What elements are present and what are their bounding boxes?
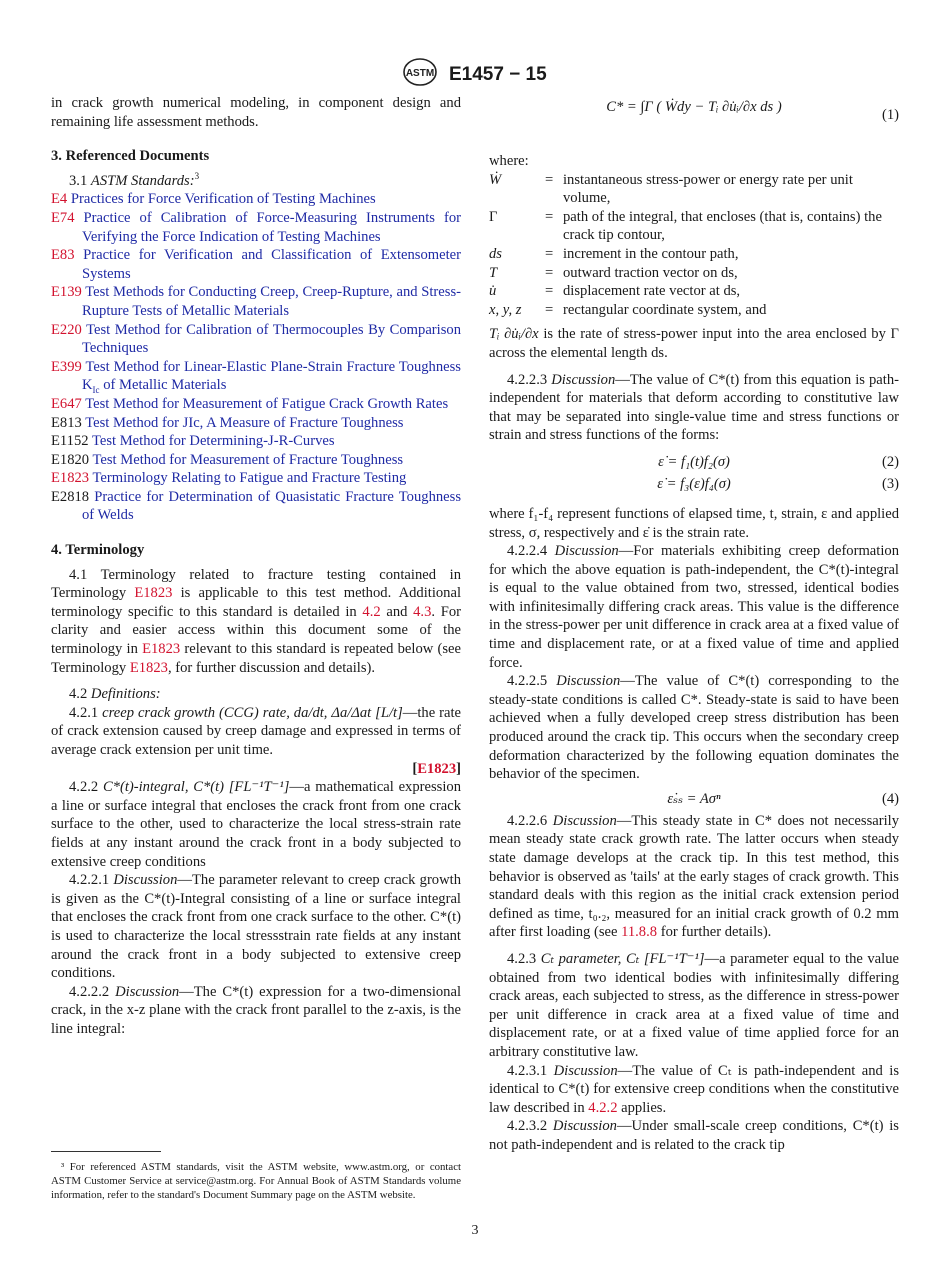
ref-e2818[interactable]: E2818 Practice for Determination of Quasistatic Fracture Toughness of Welds: [51, 488, 461, 524]
link-4-2[interactable]: 4.2: [362, 603, 381, 620]
reference-list: [51, 190, 461, 525]
para-4-2-2-5: 4.2.2.5 Discussion—The value of C*(t) corresponding to the steady-state conditions is called C*. Steady-state is said to have been achieved when a fully developed creep stress distribution has been produced around the crack tip. This occurs when the secondary creep deformation characterized by the following equation dominates the behavior of the specimen.: [489, 673, 899, 783]
ref-e813[interactable]: E813 Test Method for JIc, A Measure of Fracture Toughness: [51, 414, 404, 431]
variable-list: Ẇ = instantaneous stress-power or energy rate per unit volume, Γ = path of the integral, that encloses (that is, contains) the crack tip contour, ds = increment in the contour path, T = outward traction vector on ds, u̇ = displacement rate vector at ds, x, y, z = rectangular coordinate system, and: [489, 171, 882, 318]
link-11-8-8[interactable]: 11.8.8: [621, 924, 658, 941]
ref-e1823[interactable]: E1823 Terminology Relating to Fatigue and Fracture Testing: [51, 470, 407, 487]
equation-3: ε̇ = f₃(ε)f₄(σ) (3): [657, 475, 899, 492]
ref-e1820[interactable]: E1820 Test Method for Measurement of Fracture Toughness: [51, 451, 404, 468]
footnote-divider: [51, 1151, 161, 1152]
section-3-heading: 3. Referenced Documents: [51, 148, 210, 165]
ref-e399[interactable]: E399 Test Method for Linear-Elastic Plane-Strain Fracture Toughness $K_{Ic}$ of Metallic Materials: [51, 358, 461, 396]
right-column: [489, 94, 899, 1155]
where-functions: where f₁-f₄ represent functions of elapsed time, t, strain, ε and applied stress, σ, respectively and ε̇ is the strain rate.: [489, 505, 899, 541]
para-4-2-2-6: 4.2.2.6 Discussion—This steady state in C* does not necessarily mean steady state crack growth rate. The latter occurs when steady state damage develops at the crack tip. In this test method, this behavior is observed as 'tails' at the early stages of crack growth. This standard deals with this region as the initial crack extension period defined as time, t₀.₂, measured for an initial crack growth of 0.2 mm after first loading (see 11.8.8 for further details).: [489, 812, 899, 941]
para-4-2-1-ref[interactable]: [E1823]: [412, 760, 461, 777]
para-4-2-1: 4.2.1 creep crack growth (CCG) rate, da/dt, Δa/Δat [L/t]—the rate of crack extension caused by creep damage and expressed in terms of average crack extension per unit time.: [51, 704, 461, 758]
where-label: where:: [489, 153, 529, 169]
para-4-1: 4.1 Terminology related to fracture testing contained in Terminology E1823 is applicable to this test method. Additional terminology specific to this standard is detailed in 4.2 and 4.3. For clarity and easier access within this document some of the terminology in E1823 relevant to this standard is repeated below (see Terminology E1823, for further discussion and details).: [51, 566, 462, 676]
ref-e139[interactable]: E139 Test Methods for Conducting Creep, Creep-Rupture, and Stress-Rupture Tests of Metallic Materials: [51, 284, 461, 319]
para-4-2-2-2: 4.2.2.2 Discussion—The C*(t) expression for a two-dimensional crack, in the x-z plane with the crack front parallel to the z-axis, is the line integral:: [51, 983, 461, 1037]
para-4-2-2-1: 4.2.2.1 Discussion—The parameter relevant to creep crack growth is given as the C*(t)-Integral consisting of a line or surface integral that encloses the crack front from one crack surface to the other. C*(t) is used to characterize the local stressstrain rate fields at any instant around the crack front in a body subjected to extensive creep conditions.: [51, 872, 461, 982]
para-4-2-2: 4.2.2 C*(t)-integral, C*(t) [FL⁻¹T⁻¹]—a mathematical expression a line or surface integral that encloses the crack front from one crack surface to the other, used to characterize the local stress-strain rate fields at any instant around the crack front in a body subjected to extensive creep conditions: [51, 779, 461, 870]
para-4-2-2-4: 4.2.2.4 Discussion—For materials exhibiting creep deformation for which the above equation is path-independent, the C*(t)-integral is equal to the value obtained from two, stressed, identical bodies with infinitesimally differing crack areas. This value is the difference in the stress-power per unit difference in crack area at a fixed value of time and displacement rate, or at a fixed value of time and applied force.: [489, 543, 899, 671]
ref-e4[interactable]: E4 Practices for Force Verification of Testing Machines: [51, 191, 376, 208]
link-e1823[interactable]: E1823: [129, 659, 168, 676]
svg-text:ASTM: ASTM: [406, 68, 435, 79]
link-e1823[interactable]: E1823: [142, 641, 181, 658]
ref-e83[interactable]: E83 Practice for Verification and Classification of Extensometer Systems: [51, 247, 461, 282]
link-e1823[interactable]: E1823: [134, 585, 173, 602]
equation-4: ε̇ₛₛ = Aσⁿ (4): [667, 790, 899, 807]
ref-e647[interactable]: E647 Test Method for Measurement of Fatigue Crack Growth Rates: [51, 395, 449, 412]
ref-e1152[interactable]: E1152 Test Method for Determining-J-R-Curves: [51, 433, 335, 450]
astm-standards-label: 3.1 ASTM Standards:$^3$: [69, 170, 200, 189]
standard-designation: E1457 − 15: [448, 63, 547, 85]
astm-logo-icon: [403, 57, 437, 93]
section-4-heading: 4. Terminology: [51, 542, 145, 559]
left-column: [51, 94, 461, 1039]
stress-power-definition: Tᵢ ∂u̇ᵢ/∂x is the rate of stress-power input into the area enclosed by Γ across the elemental length ds.: [489, 326, 899, 361]
link-4-2-2[interactable]: 4.2.2: [588, 1099, 618, 1116]
equation-1: C* = ∫Γ ( Ẇdy − Tᵢ ∂u̇ᵢ/∂x ds ) (1): [606, 99, 899, 123]
ref-e220[interactable]: E220 Test Method for Calibration of Thermocouples By Comparison Techniques: [51, 321, 461, 357]
intro-paragraph: in crack growth numerical modeling, in component design and remaining life assessment methods.: [51, 95, 461, 130]
para-4-2-3-2: 4.2.3.2 Discussion—Under small-scale creep conditions, C*(t) is not path-independent and is related to the crack tip: [489, 1118, 899, 1153]
para-4-2-2-3: 4.2.2.3 Discussion—The value of C*(t) from this equation is path-independent for materials that deform according to constitutive law that may be separated into single-value time and stress functions or strain and stress functions of the forms:: [489, 371, 899, 444]
equation-2: ε̇ = f₁(t)f₂(σ) (2): [658, 453, 899, 470]
para-4-2: 4.2 Definitions:: [69, 686, 161, 703]
footnote: ³ For referenced ASTM standards, visit the ASTM website, www.astm.org, or contact ASTM Customer Service at service@astm.org. For Annual Book of ASTM Standards volume information, refer to the standard's Document Summary page on the ASTM website.: [51, 1161, 461, 1201]
para-4-2-3: 4.2.3 Cₜ parameter, Cₜ [FL⁻¹T⁻¹]—a parameter equal to the value obtained from two identical bodies with infinitesimally differing crack areas, each subjected to stress, as the difference in stress-power per unit difference in crack area at a fixed value of time and displacement rate, or at a fixed value of time applied force for an arbitrary constitutive law.: [489, 950, 899, 1060]
page-number: 3: [471, 1223, 479, 1238]
para-4-2-3-1: 4.2.3.1 Discussion—The value of Cₜ is path-independent and is identical to C*(t) for extensive creep conditions when the constitutive law described in 4.2.2 applies.: [489, 1062, 899, 1116]
link-4-3[interactable]: 4.3: [413, 603, 432, 620]
page-header: [0, 57, 950, 93]
ref-e74[interactable]: E74 Practice of Calibration of Force-Measuring Instruments for Verifying the Force Indication of Testing Machines: [51, 209, 461, 245]
